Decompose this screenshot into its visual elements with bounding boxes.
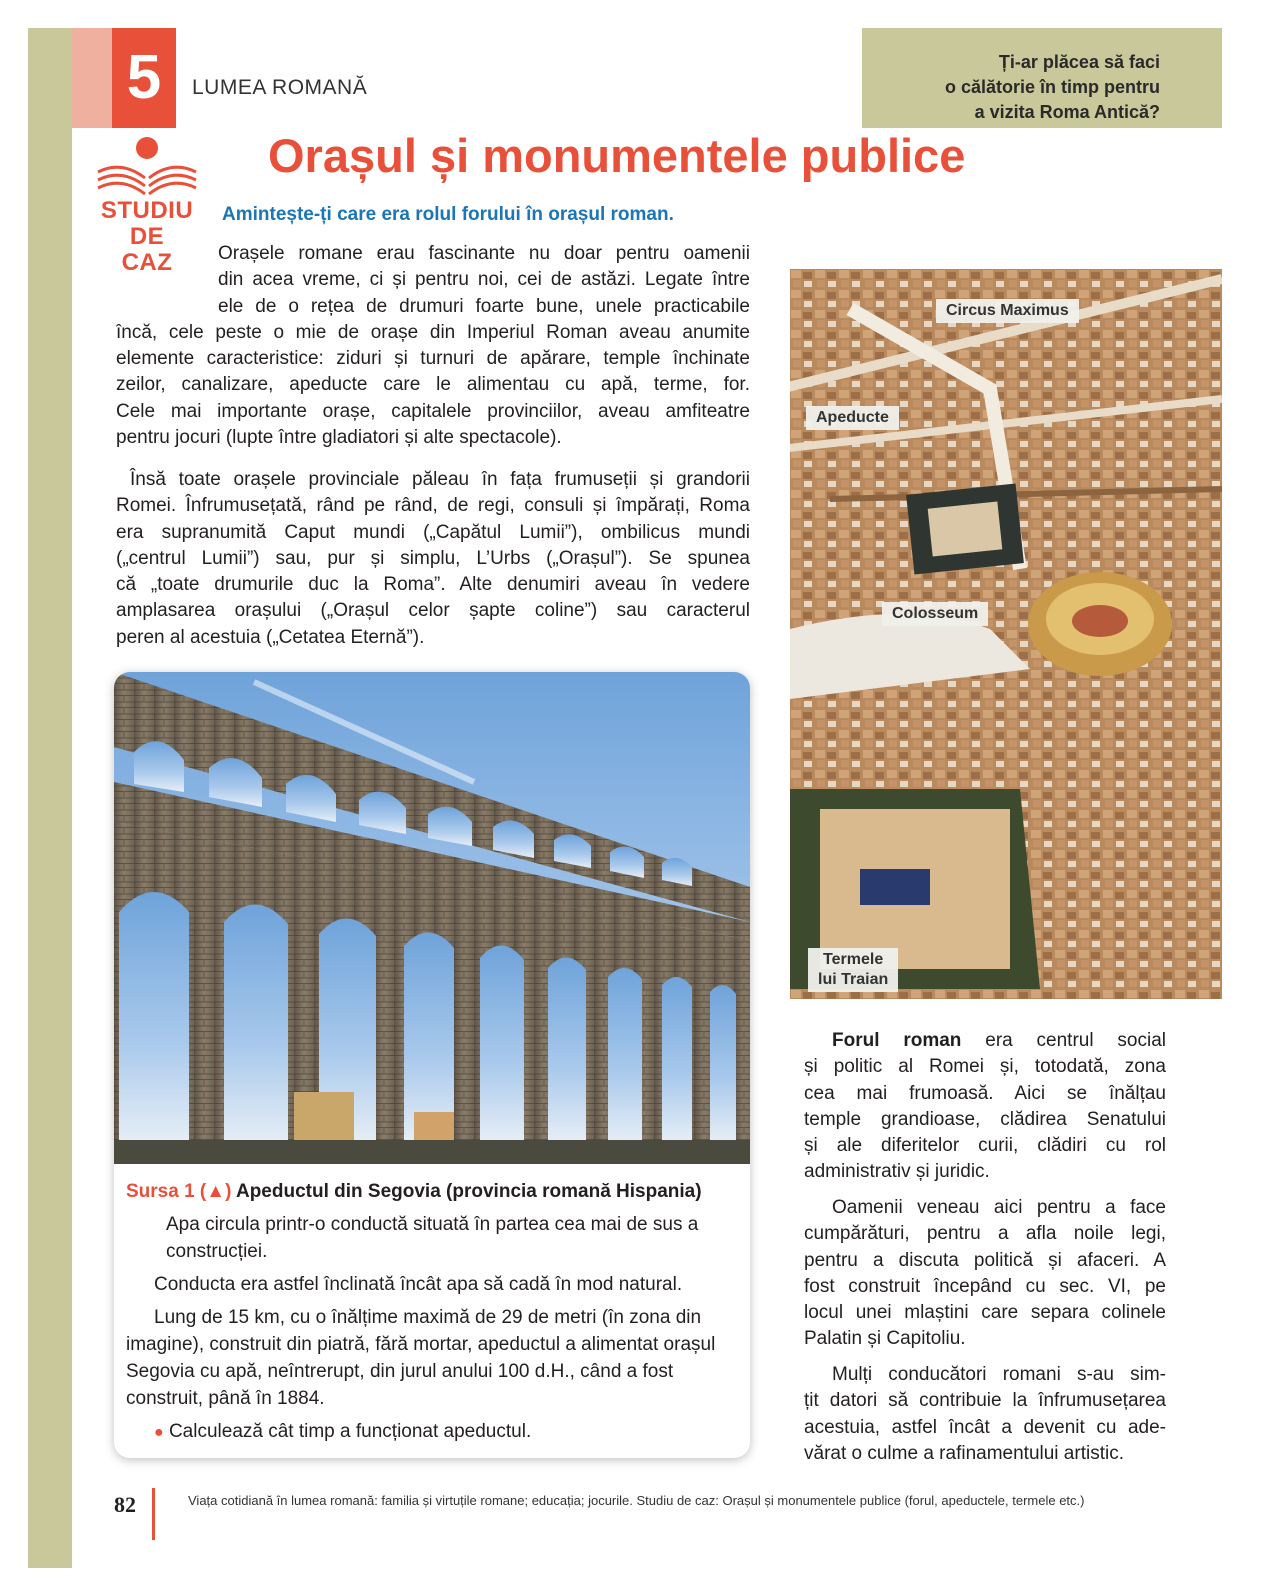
text-line: pentru a discuta politică și afaceri. A (804, 1249, 1166, 1271)
text-line: și ale diferitelor curii, clădiri cu rol (804, 1135, 1166, 1157)
text-line: era supranumită Caput mundi („Capătul Lumii”), ombilicus mundi (116, 521, 750, 543)
case-word-caz: CAZ (121, 249, 173, 276)
text-line: fost construit începând cu sec. VI, pe (804, 1275, 1166, 1297)
forum-leaders-paragraph (804, 1362, 1166, 1467)
text-line: Însă toate orașele provinciale păleau în fața frumuseții și grandorii (130, 469, 750, 490)
rome-model-photo (790, 269, 1222, 999)
text-line: elemente caracteristice: ziduri și turnuri de apărare, temple închinate (116, 348, 750, 370)
sidebar-strip (28, 28, 72, 1568)
text-line: Palatin și Capitoliu. (804, 1328, 966, 1350)
footer-divider (152, 1488, 155, 1540)
question-line: Ți-ar plăcea să faci (998, 52, 1160, 72)
source-label: Sursa 1 ( (126, 1181, 207, 1202)
map-label-line: Termele (823, 951, 884, 968)
chapter-number: 5 (112, 28, 176, 128)
source-caption (126, 1178, 740, 1446)
text-line: zeilor, canalizare, apeducte care le alimentau cu apă, terme, for. (116, 374, 750, 396)
question-box (862, 28, 1222, 128)
text-line: țit datori să contribuie la înfrumusețarea (804, 1390, 1166, 1412)
map-label-line: lui Traian (818, 971, 889, 988)
source-paragraph: Lung de 15 km, cu o înălțime maximă de 29 de metri (în zona din imagine), construit din piatră, fără mortar, apeductul a alimentat orașul Segovia cu apă, neîntrerupt, din jurul anului 100 d.H., când a fost construit, până în 1884. (126, 1307, 716, 1409)
text-line: amplasarea orașului („Orașul celor șapte coline”) sau caracterul (116, 600, 750, 622)
source-heading: Apeductul din Segovia (provincia romană Hispania) (235, 1181, 702, 1202)
task-text: Calculează cât timp a funcționat apeductul. (168, 1421, 532, 1442)
forum-term-rest: era centrul social (961, 1030, 1166, 1051)
text-line (804, 1028, 1166, 1054)
case-word-studiu: STUDIU (100, 197, 194, 224)
text-line: Cele mai importante orașe, capitalele provinciilor, aveau amfiteatre (116, 400, 750, 422)
rome-paragraph (116, 467, 750, 651)
text-line: și politic al Romei și, totodată, zona (804, 1056, 1166, 1078)
page-number: 82 (114, 1492, 136, 1517)
lesson-subtitle: Amintește-ți care era rolul forului în orașul roman. (222, 204, 674, 225)
forum-visitors-paragraph (804, 1195, 1166, 1353)
text-line: vărat o culme a rafinamentului artistic. (804, 1442, 1124, 1464)
case-word-de: DE (129, 223, 165, 250)
text-line: ele de o rețea de drumuri foarte bune, unele practicabile (218, 295, 750, 317)
text-line: Romei. Înfrumusețată, rând pe rând, de regi, consuli și împărați, Roma (116, 495, 750, 517)
text-line: încă, cele peste o mie de orașe din Imperiul Roman aveau anumite (116, 321, 750, 343)
source-title (126, 1178, 740, 1205)
map-label-apeducte: Apeducte (806, 406, 899, 430)
text-line: administrativ și juridic. (804, 1161, 990, 1183)
text-line: („centrul Lumii”) sau, pur și simplu, L’Urbs („Orașul”). Se spunea (116, 547, 750, 569)
source-label-close: ) (225, 1181, 232, 1202)
aqueduct-photo (114, 672, 750, 1164)
source-paragraph: Apa circula printr-o conductă situată în partea cea mai de sus a construcției. (166, 1214, 699, 1262)
question-line: a vizita Roma Antică? (974, 102, 1160, 122)
text-line: Oamenii veneau aici pentru a face (832, 1197, 1166, 1218)
rome-model-illustration (790, 269, 1222, 999)
question-line: o călătorie în timp pentru (944, 77, 1160, 97)
open-book-icon (92, 134, 202, 198)
text-line: locul unei mlaștini care separa colinele (804, 1302, 1166, 1324)
intro-paragraph (116, 241, 750, 451)
text-line: acestuia, astfel încât a devenit cu ade- (804, 1416, 1166, 1438)
text-line: cea mai frumoasă. Aici se înălțau (804, 1082, 1166, 1104)
forum-paragraph (804, 1028, 1166, 1186)
text-line: pentru jocuri (lupte între gladiatori și alte spectacole). (116, 427, 562, 449)
text-line: din acea vreme, ci și pentru noi, cei de astăzi. Legate între (218, 269, 750, 291)
text-line: temple grandioase, clădirea Senatului (804, 1108, 1166, 1130)
map-label-colosseum: Colosseum (882, 602, 988, 626)
text-line: Mulți conducători romani s-au sim- (832, 1364, 1166, 1385)
forum-term: Forul roman (832, 1030, 962, 1051)
bullet-icon: ● (154, 1424, 164, 1441)
text-line: cumpărături, pentru a afla noile legi, (804, 1223, 1166, 1245)
text-line: Orașele romane erau fascinante nu doar pentru oamenii (218, 243, 750, 264)
text-line: peren al acestuia („Cetatea Eternă”). (116, 626, 425, 648)
map-label-termele (808, 948, 898, 992)
chapter-tab (72, 28, 112, 128)
footer-curriculum-text: Viața cotidiană în lumea romană: familia și virtuțile romane; educația; jocurile. Studiu de caz: Orașul și monumentele publice (forul, apeductele, termele etc.) (188, 1493, 1085, 1508)
text-line: că „toate drumurile duc la Roma”. Alte denumiri aveau în vedere (116, 574, 750, 596)
triangle-up-icon: ▲ (206, 1181, 226, 1202)
source-card (114, 672, 750, 1458)
page-title: Orașul și monumentele publice (268, 129, 966, 182)
source-paragraph: Conducta era astfel înclinată încât apa să cadă în mod natural. (154, 1274, 683, 1295)
map-label-circus-maximus: Circus Maximus (936, 299, 1079, 323)
chapter-title: LUMEA ROMANĂ (192, 76, 368, 99)
